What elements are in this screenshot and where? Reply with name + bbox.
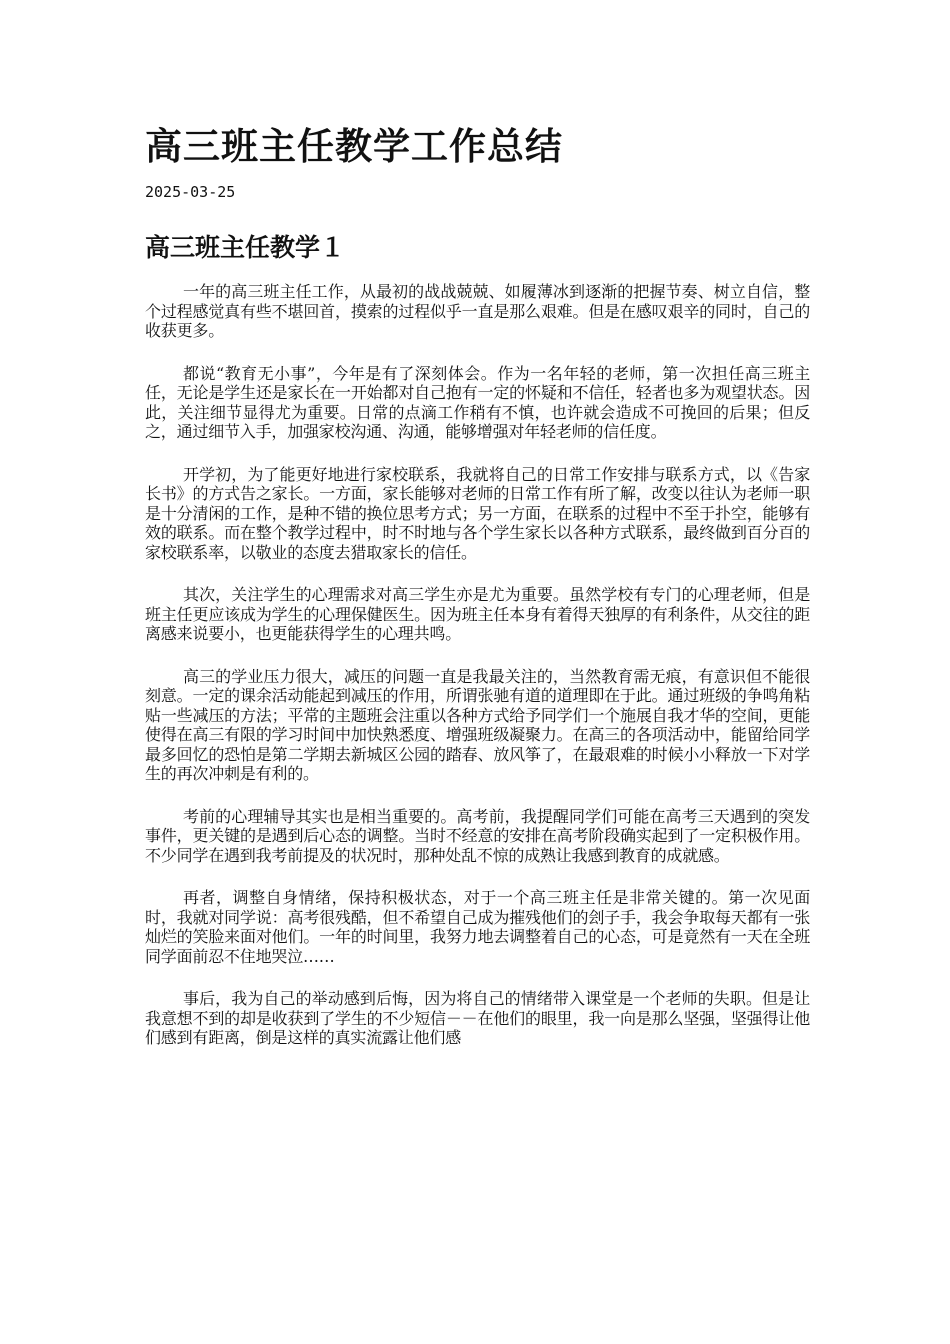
paragraph-4: 其次，关注学生的心理需求对高三学生亦是尤为重要。虽然学校有专门的心理老师，但是班主任更应该成为学生的心理保健医生。因为班主任本身有着得天独厚的有利条件，从交往的距离感来说要小，也更能获得学生的心理共鸣。: [145, 585, 810, 643]
article-body: [145, 282, 810, 1071]
document-title: 高三班主任教学工作总结: [145, 124, 563, 168]
section-heading: 高三班主任教学１: [145, 233, 346, 262]
paragraph-8: 事后，我为自己的举动感到后悔，因为将自己的情绪带入课堂是一个老师的失职。但是让我意想不到的却是收获到了学生的不少短信－－在他们的眼里，我一向是那么坚强，坚强得让他们感到有距离，倒是这样的真实流露让他们感: [145, 989, 810, 1047]
paragraph-5: 高三的学业压力很大，减压的问题一直是我最关注的，当然教育需无痕，有意识但不能很刻意。一定的课余活动能起到减压的作用，所谓张驰有道的道理即在于此。通过班级的争鸣角粘贴一些减压的方法；平常的主题班会注重以各种方式给予同学们一个施展自我才华的空间，更能使得在高三有限的学习时间中加快熟悉度、增强班级凝聚力。在高三的各项活动中，能留给同学最多回忆的恐怕是第二学期去新城区公园的踏春、放风筝了，在最艰难的时候小小释放一下对学生的再次冲刺是有利的。: [145, 666, 810, 783]
paragraph-6: 考前的心理辅导其实也是相当重要的。高考前，我提醒同学们可能在高考三天遇到的突发事件，更关键的是遇到后心态的调整。当时不经意的安排在高考阶段确实起到了一定积极作用。不少同学在遇到我考前提及的状况时，那种处乱不惊的成熟让我感到教育的成就感。: [145, 806, 810, 865]
paragraph-2: 都说“教育无小事”，今年是有了深刻体会。作为一名年轻的老师，第一次担任高三班主任，无论是学生还是家长在一开始都对自己抱有一定的怀疑和不信任，轻者也多为观望状态。因此，关注细节显得尤为重要。日常的点滴工作稍有不慎，也许就会造成不可挽回的后果；但反之，通过细节入手，加强家校沟通、沟通，能够增强对年轻老师的信任度。: [145, 363, 810, 441]
paragraph-3: 开学初，为了能更好地进行家校联系，我就将自己的日常工作安排与联系方式，以《告家长书》的方式告之家长。一方面，家长能够对老师的日常工作有所了解，改变以往认为老师一职是十分清闲的工作，是种不错的换位思考方式；另一方面，在联系的过程中不至于扑空，能够有效的联系。而在整个教学过程中，时不时地与各个学生家长以各种方式联系，最终做到百分百的家校联系率，以敬业的态度去猎取家长的信任。: [145, 464, 810, 562]
publish-date: 2025-03-25: [145, 183, 236, 201]
paragraph-7: 再者，调整自身情绪，保持积极状态，对于一个高三班主任是非常关键的。第一次见面时，我就对同学说：高考很残酷，但不希望自己成为摧残他们的刽子手，我会争取每天都有一张灿烂的笑脸来面对他们。一年的时间里，我努力地去调整着自己的心态，可是竟然有一天在全班同学面前忍不住地哭泣……: [145, 888, 810, 966]
paragraph-1: 一年的高三班主任工作，从最初的战战兢兢、如履薄冰到逐渐的把握节奏、树立自信，整个过程感觉真有些不堪回首，摸索的过程似乎一直是那么艰难。但是在感叹艰辛的同时，自己的收获更多。: [145, 282, 810, 340]
